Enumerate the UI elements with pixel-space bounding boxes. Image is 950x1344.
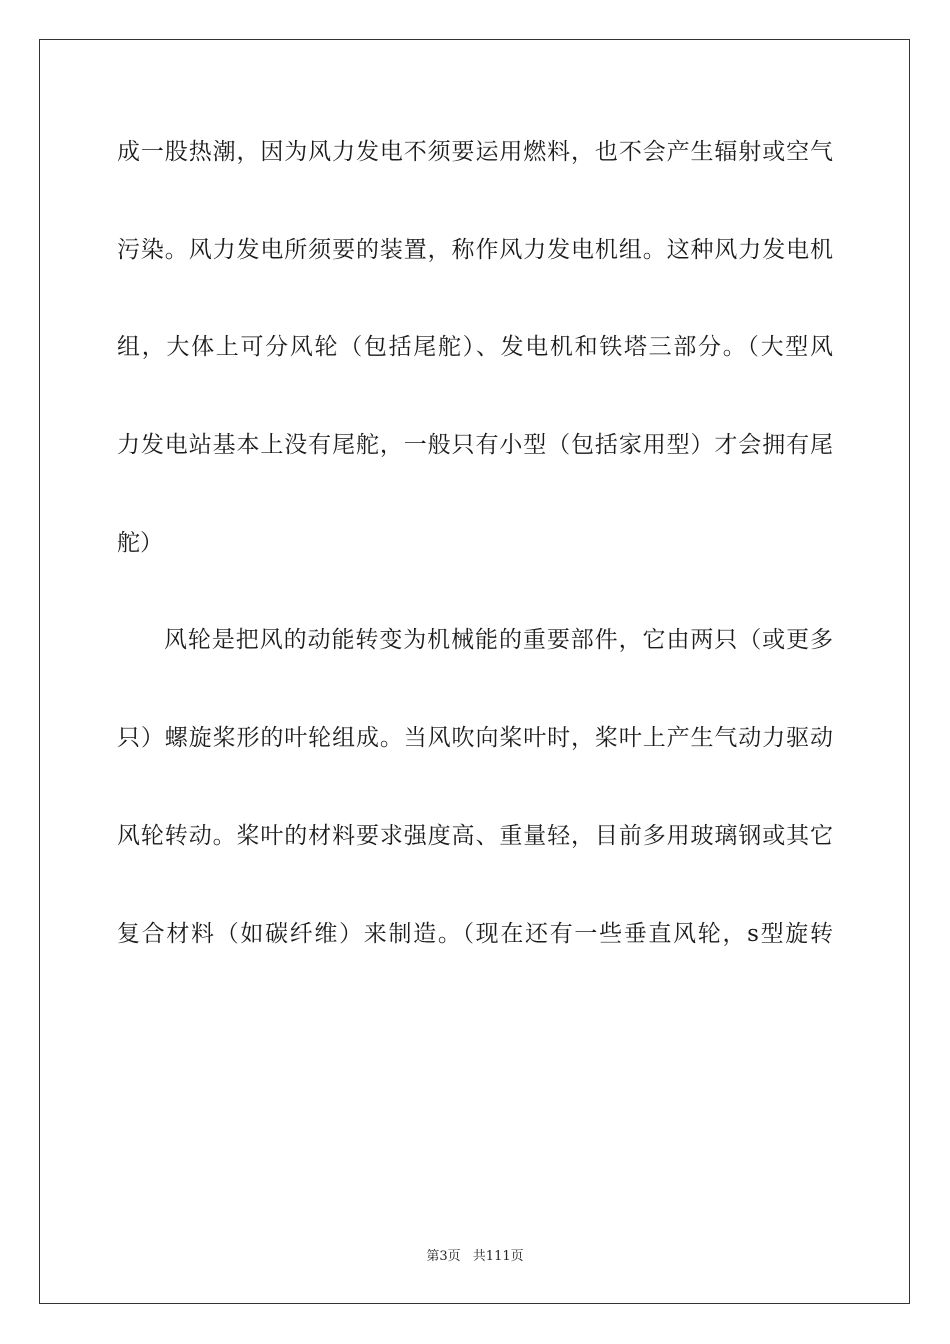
text-line: 污染。风力发电所须要的装置，称作风力发电机组。这种风力发电机 (117, 236, 833, 263)
text-line: 成一股热潮，因为风力发电不须要运用燃料，也不会产生辐射或空气 (117, 139, 833, 165)
text-line: 只）螺旋桨形的叶轮组成。当风吹向桨叶时，桨叶上产生气动力驱动 (117, 725, 833, 752)
page-footer (0, 1245, 950, 1264)
page-number: 第3页 (426, 1249, 461, 1264)
text-line: 舵） (117, 529, 163, 556)
document-body (117, 128, 833, 1007)
text-line: 力发电站基本上没有尾舵，一般只有小型（包括家用型）才会拥有尾 (117, 432, 833, 459)
text-line: 复合材料（如碳纤维）来制造。（现在还有一些垂直风轮，s型旋转 (117, 920, 833, 947)
text-line: 组，大体上可分风轮（包括尾舵）、发电机和铁塔三部分。（大型风 (117, 334, 833, 361)
total-pages: 共111页 (472, 1249, 524, 1264)
text-line: 风轮转动。桨叶的材料要求强度高、重量轻，目前多用玻璃钢或其它 (117, 822, 833, 849)
text-line-paragraph-start: 风轮是把风的动能转变为机械能的重要部件，它由两只（或更多 (164, 627, 833, 654)
